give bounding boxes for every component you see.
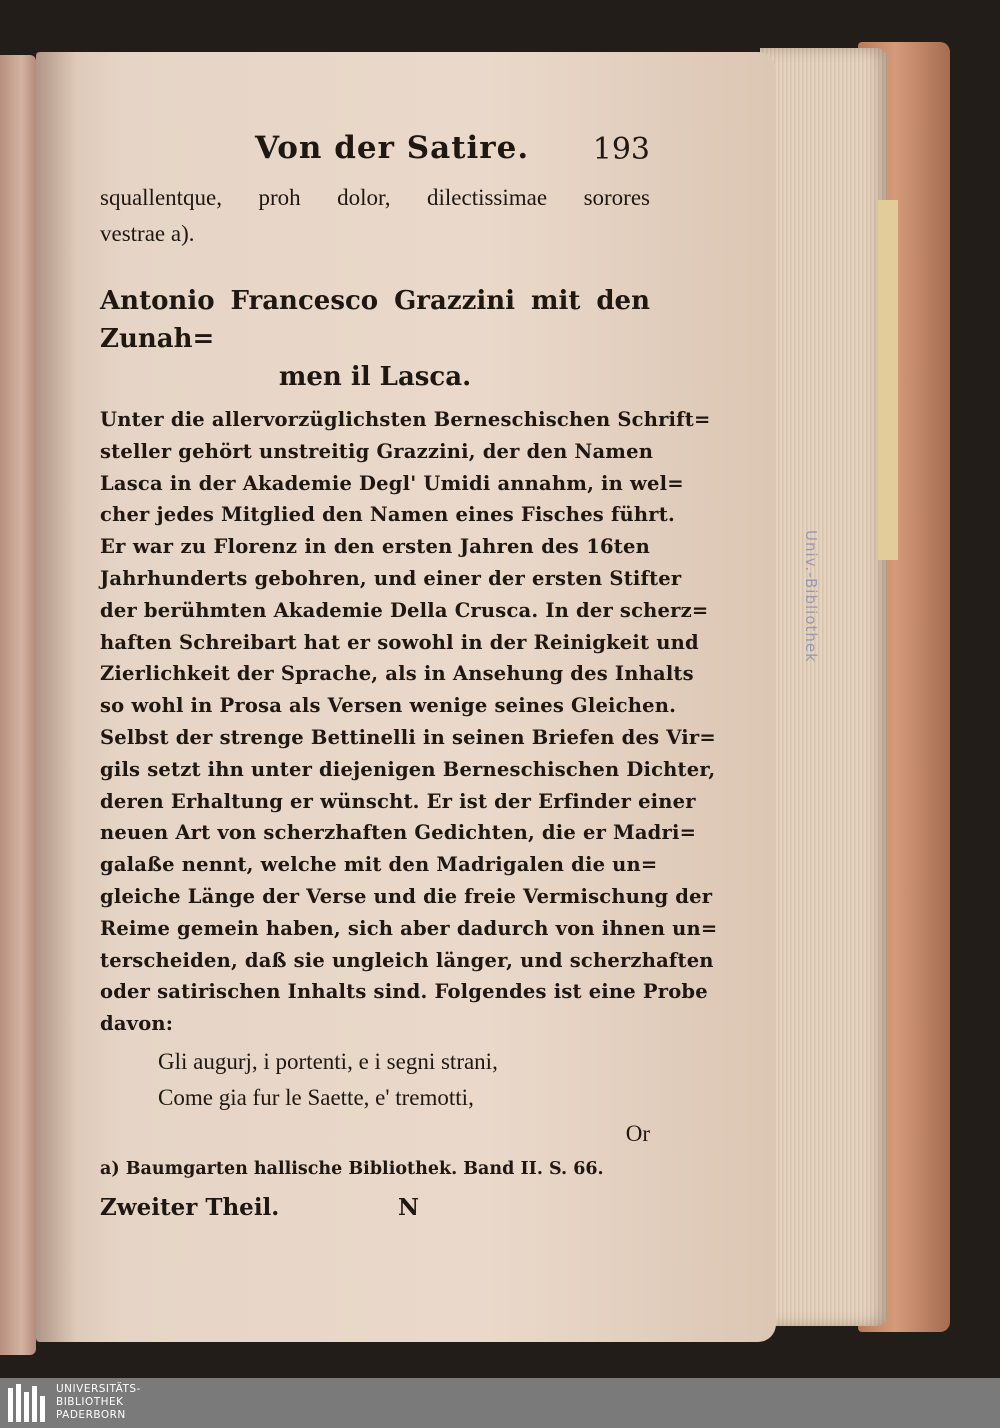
- library-stamp: Univ.-Bibliothek: [802, 530, 820, 663]
- body-line: steller gehört unstreitig Grazzini, der den Namen: [100, 439, 654, 463]
- signature-text: Zweiter Theil.: [100, 1193, 280, 1221]
- verse-quote: [158, 1044, 650, 1116]
- body-line: Lasca in der Akademie Degl' Umidi annahm, in wel=: [100, 471, 684, 495]
- catchword: Or: [625, 1120, 650, 1146]
- body-line: Unter die allervorzüglichsten Berneschischen Schrift=: [100, 408, 711, 431]
- latin-line: vestrae a).: [100, 221, 195, 246]
- heading-line: men il Lasca.: [278, 362, 472, 392]
- body-line: neuen Art von scherzhaften Gedichten, die er Madri=: [100, 821, 697, 845]
- body-line: so wohl in Prosa als Versen wenige seines Gleichen.: [100, 694, 677, 718]
- opening-latin: [100, 180, 650, 252]
- page-header: [100, 120, 650, 180]
- body-line: gils setzt ihn unter diejenigen Berneschischen Dichter,: [100, 757, 716, 781]
- body-line: deren Erhaltung er wünscht. Er ist der Erfinder einer: [100, 789, 696, 813]
- body-line: Zierlichkeit der Sprache, als in Ansehung des Inhalts: [100, 662, 694, 686]
- body-line: Selbst der strenge Bettinelli in seinen Briefen des Vir=: [100, 725, 716, 749]
- heading-line: Antonio Francesco Grazzini mit den Zunah=: [100, 286, 650, 354]
- body-line: der berühmten Akademie Della Crusca. In der scherz=: [100, 598, 709, 622]
- running-head: Von der Satire.: [255, 130, 530, 166]
- library-logo-icon: [6, 1382, 52, 1424]
- body-line: terscheiden, daß sie ungleich länger, und scherzhaften: [100, 948, 714, 972]
- section-heading: [100, 282, 650, 396]
- page-edge-strip: [878, 200, 898, 560]
- body-line: davon:: [100, 1012, 174, 1036]
- latin-line: squallentque, proh dolor, dilectissimae sorores: [100, 185, 650, 210]
- verse-line: Come gia fur le Saette, e' tremotti,: [158, 1084, 474, 1110]
- signature-row: [100, 1194, 650, 1238]
- verse-line: Gli augurj, i portenti, e i segni strani,: [158, 1048, 498, 1074]
- body-line: Er war zu Florenz in den ersten Jahren des 16ten: [100, 535, 650, 559]
- body-paragraph: [100, 404, 718, 1040]
- page-number: 193: [592, 132, 650, 167]
- body-line: oder satirischen Inhalts sind. Folgendes ist eine Probe: [100, 980, 708, 1004]
- body-line: cher jedes Mitglied den Namen eines Fisches führt.: [100, 503, 675, 527]
- logo-line: UNIVERSITÄTS-: [56, 1383, 141, 1395]
- footer-bar: [0, 1378, 1000, 1428]
- gutter-shadow: [36, 52, 76, 1342]
- logo-line: PADERBORN: [56, 1409, 126, 1421]
- logo-line: BIBLIOTHEK: [56, 1396, 124, 1408]
- body-line: Jahrhunderts gebohren, und einer der ersten Stifter: [100, 566, 682, 590]
- footnote: a) Baumgarten hallische Bibliothek. Band II. S. 66.: [100, 1158, 604, 1179]
- body-line: galaße nennt, welche mit den Madrigalen die un=: [100, 853, 658, 877]
- library-logo-text: [56, 1383, 141, 1422]
- body-line: Reime gemein haben, sich aber dadurch von ihnen un=: [100, 916, 718, 940]
- page-text: [100, 120, 718, 1238]
- facing-page-edge: [0, 55, 36, 1355]
- body-line: haften Schreibart hat er sowohl in der Reinigkeit und: [100, 630, 699, 654]
- signature-mark: N: [398, 1193, 420, 1221]
- body-line: gleiche Länge der Verse und die freie Vermischung der: [100, 884, 713, 908]
